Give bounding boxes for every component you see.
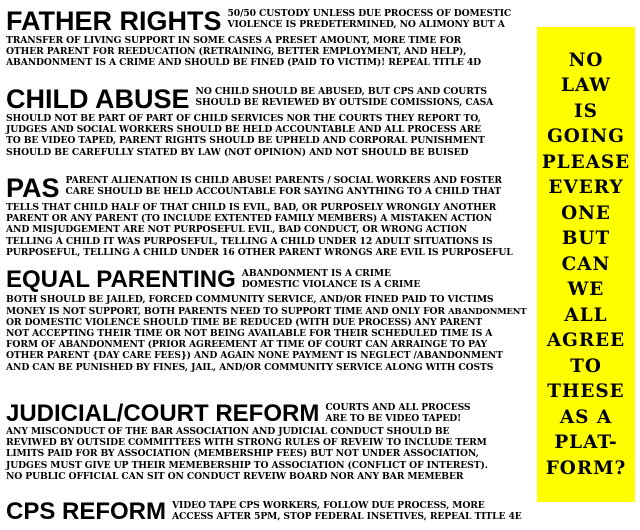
text-line: JUDGES AND SOCIAL WORKERS SHOULD BE HELD ACCOUNTABLE AND ALL PROCESS ARE [6,124,482,136]
section-judicial-court-reform [6,402,526,482]
margin-note: ABANDONMENT [448,305,527,316]
platform-callout-box [537,27,635,502]
callout-line: IS [574,100,598,122]
text-line: AND MISJUDGEMENT ARE NOT PURPOSEFUL EVIL, BAD CONDUCT, OR WRONG ACTION [6,224,468,236]
text-line: AND CAN BE PUNISHED BY FINES, JAIL, AND/OR COMMUNITY SERVICE ALONG WITH COSTS [6,361,494,373]
text-line: OR DOMESTIC VIOLENCE SHOULD TIME BE REDUCED (WITH DUE PROCESS) ANY PARENT [6,316,483,328]
callout-line: CAN [561,253,611,275]
callout-line: TO [570,355,602,377]
text-line: ANY MISCONDUCT OF THE BAR ASSOCIATION AND JUDICIAL CONDUCT SHOULD BE [6,426,450,437]
text-line: OTHER PARENT FOR REEDUCATION (RETRAINING, BETTER EMPLOYMENT, AND HELP), [6,46,467,58]
text-line: TELLS THAT CHILD HALF OF THAT CHILD IS EVIL, BAD, OR PURPOSELY WRONGLY ANOTHER [6,202,497,213]
text-line: FORM OF ABANDONMENT (PRIOR AGREEMENT AT TIME OF COURT CAN ARRAINGE TO PAY [6,339,488,351]
text-line: PARENT OR ANY PARENT (TO INCLUDE EXTENTED FAMILY MEMBERS) A MISTAKEN ACTION [6,213,492,225]
text-line: BOTH SHOULD BE JAILED, FORCED COMMUNITY SERVICE, AND/OR FINED PAID TO VICTIMS [6,294,494,306]
callout-line: FORM? [545,457,627,479]
text-line: PARENT ALIENATION IS CHILD ABUSE! PARENTS / SOCIAL WORKERS AND FOSTER [65,175,502,186]
callout-line: AS A [559,406,613,428]
section-heading: CHILD ABUSE [6,84,190,114]
text-line: TO BE VIDEO TAPED, PARENT RIGHTS SHOULD BE UPHELD AND CORPORAL PUNISHMENT [6,135,485,147]
text-line: TELLING A CHILD IT WAS PURPOSEFUL, TELLING A CHILD UNDER 12 ADULT SITUATIONS IS [6,235,493,247]
text-line: VIDEO TAPE CPS WORKERS, FOLLOW DUE PROCESS, MORE [172,500,485,511]
section-heading: FATHER RIGHTS [6,6,222,36]
text-line: JUDGES MUST GIVE UP THEIR MEMEBERSHIP TO ASSOCIATION (CONFLICT OF INTEREST). [6,459,488,471]
section-heading: CPS REFORM [6,498,167,525]
callout-line: LAW [561,75,611,97]
section-heading: PAS [6,173,60,203]
text-line: SHOULD BE CAREFULLY STATED BY LAW (NOT OPINION) AND NOT SHOULD BE BUISED [6,146,469,158]
text-line-content: MONEY IS NOT SUPPORT, BOTH PARENTS NEED TO SUPPORT TIME AND ONLY FOR [6,305,445,317]
callout-line: NO [568,49,604,71]
callout-line: PLEASE [541,151,631,173]
callout-line: GOING [547,126,625,148]
text-line: NO PUBLIC OFFICIAL CAN SIT ON CONDUCT REVEIW BOARD NOR ANY BAR MEMEBER [6,470,464,482]
section-cps-reform [6,500,526,524]
callout-line: PLAT- [554,432,618,454]
callout-line: AGREE [546,330,626,352]
section-heading: JUDICIAL/COURT REFORM [6,400,320,427]
callout-line: WE [567,279,605,301]
section-equal-parenting [6,268,526,373]
text-line: VIOLENCE IS PREDETERMINED, NO ALIMONY BUT A [227,19,505,31]
callout-line: THESE [547,381,625,403]
section-father-rights [6,8,526,69]
text-line: ACCESS AFTER 5PM, STOP FEDERAL INSETIVES, REPEAL TITLE 4E [172,511,522,523]
text-line: OTHER PARENT {DAY CARE FEES}) AND AGAIN NONE PAYMENT IS NEGLECT /ABANDONMENT [6,350,503,362]
text-line: ABANDONMENT IS A CRIME AND SHOULD BE FINED (PAID TO VICTIM)! REPEAL TITLE 4D [6,57,482,69]
text-line: NOT ACCEPTING THEIR TIME OR NOT BEING AVAILABLE FOR THEIR SCHEDULED TIME IS A [6,328,493,340]
section-child-abuse [6,86,526,158]
callout-line: EVERY [548,177,624,199]
text-line: ARE TO BE VIDEO TAPED! [325,413,462,425]
text-line: CARE SHOULD BE HELD ACCOUNTABLE FOR SAYING ANYTHING TO A CHILD THAT [65,186,501,198]
callout-line: ONE [561,202,611,224]
text-line: REVIWED BY OUTSIDE COMMITTEES WITH STRONG RULES OF REVEIW TO INCLUDE TERM [6,437,487,449]
section-heading: EQUAL PARENTING [6,266,236,293]
text-line: LIMITS PAID FOR BY ASSOCIATION (MEMBERSHIP FEES) BUT NOT UNDER ASSOCIATION, [6,448,479,460]
text-line: 50/50 CUSTODY UNLESS DUE PROCESS OF DOMESTIC [227,8,512,19]
section-pas [6,175,526,258]
callout-line: BUT [561,228,611,250]
text-line [6,306,526,317]
text-line: ABANDONMENT IS A CRIME [241,268,391,279]
text-line: DOMESTIC VIOLANCE IS A CRIME [241,279,421,291]
text-line: SHOULD BE REVIEWED BY OUTSIDE COMISSIONS, CASA [195,97,494,109]
text-line: SHOULD NOT BE PART OF PART OF CHILD SERVICES NOR THE COURTS THEY REPORT TO, [6,113,481,124]
text-line: TRANSFER OF LIVING SUPPORT IN SOME CASES A PRESET AMOUNT, MORE TIME FOR [6,35,462,46]
text-line: NO CHILD SHOULD BE ABUSED, BUT CPS AND COURTS [195,86,487,97]
text-line: PURPOSEFUL, TELLING A CHILD UNDER 16 OTHER PARENT WRONGS ARE EVIL IS PURPOSEFUL [6,246,513,258]
callout-line: ALL [564,304,608,326]
text-line: COURTS AND ALL PROCESS [325,402,471,413]
